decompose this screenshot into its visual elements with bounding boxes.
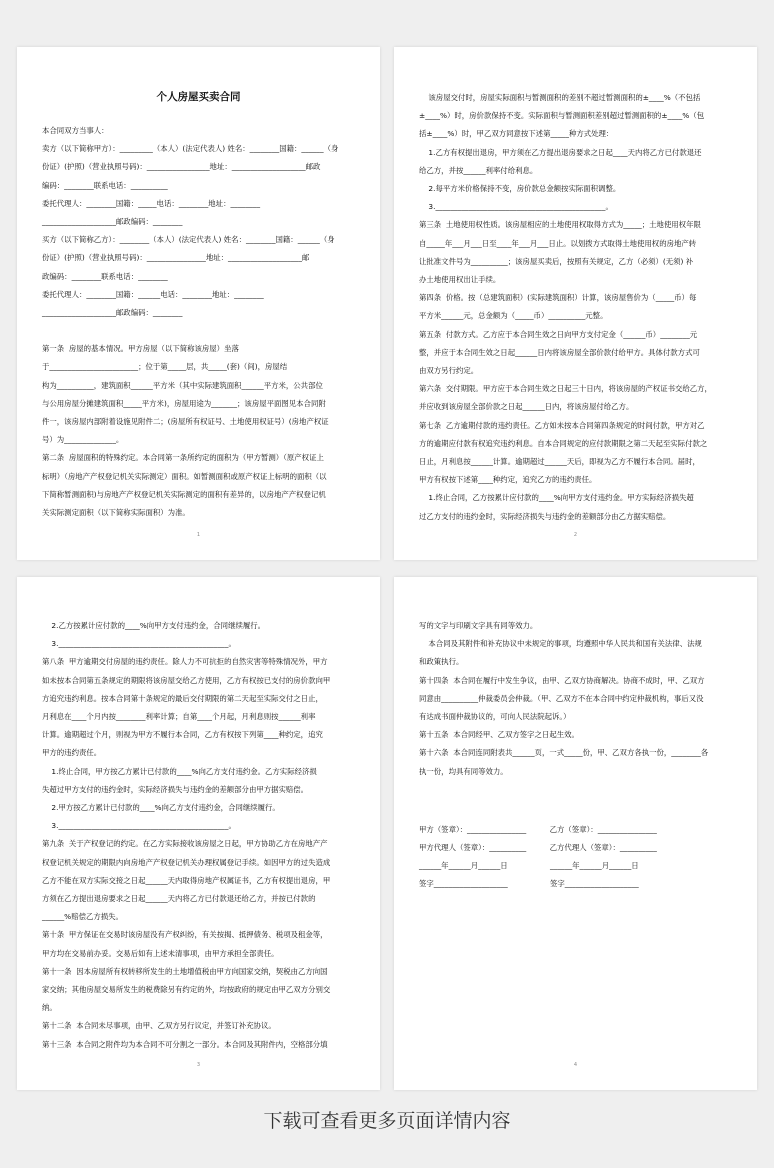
text-line: 份证）(护照)（营业执照号码)：_________________地址：____________________邮政 (42, 162, 321, 172)
text-line: 纳。 (42, 1003, 57, 1013)
text-line: ____________________邮政编码：________ (42, 308, 183, 318)
page-number: 4 (573, 1062, 578, 1068)
text-line: 有达成书面仲裁协议的，可向人民法院起诉。） (419, 712, 571, 722)
signature-line: ______年______月______日 ______年______月______日 (419, 861, 639, 871)
document-page-2 (394, 47, 757, 560)
page-1-body (42, 122, 355, 522)
text-line: 月利息在____个月内按________利率计算；自第____个月起，月利息则按______利率 (42, 712, 316, 722)
text-line: 买方（以下简称乙方）：________（本人）(法定代表人) 姓名：________国籍：______（身 (42, 235, 335, 245)
signature-line: 签字____________________ 签字____________________ (419, 879, 639, 889)
text-line: 括±____%）时，甲乙双方同意按下述第_____种方式处理： (419, 129, 614, 139)
text-line: 权登记机关规定的期限内向房地产产权登记机关办理权属登记手续。如因甲方的过失造成 (42, 857, 331, 867)
text-line: 第三条 土地使用权性质。该房屋相应的土地使用权取得方式为_____；土地使用权年限 (419, 220, 701, 230)
contract-title: 个人房屋买卖合同 (156, 91, 241, 103)
text-line: 和政策执行。 (419, 657, 464, 667)
text-line: 第十六条 本合同连同附表共______页，一式_____份，甲、乙双方各执一份，________各 (419, 748, 709, 758)
text-line: 号）为______________。 (42, 435, 124, 445)
page-number: 1 (196, 532, 201, 538)
text-line: 与公用房屋分摊建筑面积_____平方米)，房屋用途为_______；该房屋平面图见本合同附 (42, 398, 326, 408)
text-line: 过乙方支付的违约金时，实际经济损失与违约金的差额部分由乙方据实赔偿。 (419, 511, 671, 521)
text-line: 家交纳；其他房屋交易所发生的税费除另有约定的外，均按政府的规定由甲乙双方分别交 (42, 985, 331, 995)
text-line: 2.每平方米价格保持不变，房价款总金额按实际面积调整。 (419, 184, 621, 194)
text-line: 2.乙方按累计应付款的____%向甲方支付违约金，合同继续履行。 (42, 621, 266, 630)
text-line: 写的文字与印刷文字具有同等效力。 (419, 621, 538, 630)
text-line: 第四条 价格。按（总建筑面积）(实际建筑面积）计算，该房屋售价为（_____币）每 (419, 293, 697, 303)
text-line: 委托代理人：________国籍：______电话：________地址：________ (42, 289, 264, 299)
text-line: 同意由__________仲裁委员会仲裁。（甲、乙双方不在本合同中约定仲裁机构，事后又没 (419, 693, 704, 703)
text-line: 该房屋交付时，房屋实际面积与暂测面积的差别不超过暂测面积的±____%（不包括 (419, 93, 701, 102)
text-line: 3.______________________________________________。 (42, 639, 236, 649)
text-line: ____________________邮政编码：________ (42, 217, 183, 227)
text-line: 构为__________，建筑面积______平方米（其中实际建筑面积______平方米，公共部位 (42, 380, 323, 390)
text-line: 并应收到该房屋全部价款之日起______日内，将该房屋付给乙方。 (419, 402, 634, 412)
text-line: 份证）(护照)（营业执照号码)：________________地址：____________________邮 (42, 253, 310, 263)
text-line: 第七条 乙方逾期付款的违约责任。乙方如未按本合同第四条规定的时间付款，甲方对乙 (419, 420, 705, 430)
text-line: 第二条 房屋面积的特殊约定。本合同第一条所约定的面积为（甲方暂测）（原产权证上 (42, 453, 324, 463)
spacer (42, 322, 355, 340)
text-line: 1.乙方有权提出退房，甲方须在乙方提出退房要求之日起____天内将乙方已付款退还 (419, 147, 702, 157)
text-line: 给乙方，并按______利率付给利息。 (419, 165, 538, 175)
page-4-body (419, 617, 732, 781)
text-line: 委托代理人：________国籍：_____电话：________地址：________ (42, 198, 261, 208)
page-number: 3 (196, 1062, 201, 1068)
text-line: 让批准文件号为__________；该房屋买卖后，按照有关规定，乙方（必须）(无须) 补 (419, 256, 694, 266)
text-line: 第十三条 本合同之附件均为本合同不可分割之一部分。本合同及其附件内，空格部分填 (42, 1039, 328, 1049)
text-line: 执一份，均具有同等效力。 (419, 766, 508, 776)
text-line: 如未按本合同第五条规定的期限将该房屋交给乙方使用，乙方有权按已支付的房价款向甲 (42, 675, 331, 685)
document-page-1 (17, 47, 380, 560)
text-line: 本合同双方当事人： (42, 126, 109, 135)
text-line: 计算。逾期超过个月，则视为甲方不履行本合同，乙方有权按下列第____种约定，追究 (42, 730, 323, 740)
document-page-3 (17, 577, 380, 1090)
text-line: 第十条 甲方保证在交易时该房屋没有产权纠纷，有关按揭、抵押债务、税项及租金等， (42, 930, 328, 940)
text-line: 第十二条 本合同未尽事项，由甲、乙双方另行议定，并签订补充协议。 (42, 1021, 276, 1031)
text-line: 平方米______元，总金额为（_____币）__________元整。 (419, 311, 608, 321)
text-line: 由双方另行约定。 (419, 366, 479, 376)
text-line: 第十四条 本合同在履行中发生争议，由甲、乙双方协商解决。协商不成时，甲、乙双方 (419, 675, 705, 685)
text-line: 关实际测定面积（以下简称实际面积）为准。 (42, 508, 190, 518)
text-line: 自_____年___月___日至____年___月___日止。以划拨方式取得土地使用权的房地产转 (419, 238, 697, 248)
text-line: 方追究违约利息。按本合同第十条规定的最后交付期限的第二天起至实际交付之日止， (42, 693, 323, 703)
text-line: 甲方的违约责任。 (42, 748, 102, 758)
signature-line: 甲方（签章）：________________ 乙方（签章）：________________ (419, 824, 657, 834)
text-line: 件一，该房屋内部附着设施见附件二；(房屋所有权证号、土地使用权证号）(房地产权证 (42, 417, 329, 427)
text-line: 第十一条 因本房屋所有权转移所发生的土地增值税由甲方向国家交纳，契税由乙方向国 (42, 966, 328, 976)
text-line: 第十五条 本合同经甲、乙双方签字之日起生效。 (419, 730, 579, 740)
text-line: 第五条 付款方式。乙方应于本合同生效之日向甲方支付定金（______币）________元 (419, 329, 698, 339)
text-line: 方的逾期应付款有权追究违约利息。自本合同规定的应付款期限之第二天起至实际付款之 (419, 438, 708, 448)
text-line: 甲方有权按下述第____种约定，追究乙方的违约责任。 (419, 475, 597, 485)
text-line: 第六条 交付期限。甲方应于本合同生效之日起三十日内，将该房屋的产权证书交给乙方， (419, 384, 712, 394)
text-line: 整，并应于本合同生效之日起______日内将该房屋全部价款付给甲方。具体付款方式可 (419, 347, 700, 357)
text-line: 第八条 甲方逾期交付房屋的违约责任。除人力不可抗拒的自然灾害等特殊情况外，甲方 (42, 657, 328, 667)
text-line: 下简称暂测面积)与房地产产权登记机关实际测定的面积有差异的，以房地产产权登记机 (42, 489, 326, 499)
text-line: 本合同及其附件和补充协议中未规定的事项，均遵照中华人民共和国有关法律、法规 (419, 639, 702, 649)
text-line: 编码：________联系电话：__________ (42, 180, 168, 190)
page-2-body (419, 89, 732, 526)
text-line: 3.______________________________________________。 (419, 202, 613, 212)
text-line: 1.终止合同，乙方按累计应付款的____%向甲方支付违约金。甲方实际经济损失超 (419, 493, 694, 503)
document-page-4 (394, 577, 757, 1090)
text-line: 方须在乙方提出退房要求之日起______天内将乙方已付款退还给乙方，并按已付款的 (42, 894, 316, 904)
text-line: 卖方（以下简称甲方）：_________（本人）(法定代表人) 姓名：________国籍：______（身 (42, 144, 339, 154)
text-line: 1.终止合同，甲方按乙方累计已付款的____%向乙方支付违约金。乙方实际经济损 (42, 766, 317, 776)
page-3-body (42, 617, 355, 1054)
download-caption: 下载可查看更多页面详情内容 (263, 1110, 511, 1132)
signature-line: 甲方代理人（签章）：__________ 乙方代理人（签章）：__________ (419, 843, 657, 853)
signature-block (419, 821, 732, 894)
text-line: 失超过甲方支付的违约金时，实际经济损失与违约金的差额部分由甲方据实赔偿。 (42, 784, 309, 794)
text-line: 第九条 关于产权登记的约定。在乙方实际接收该房屋之日起，甲方协助乙方在房地产产 (42, 839, 328, 849)
text-line: 2.甲方按乙方累计已付款的____%向乙方支付违约金，合同继续履行。 (42, 803, 280, 813)
text-line: 政编码：________联系电话：________ (42, 271, 168, 281)
text-line: 标明）（房地产产权登记机关实际测定）面积。如暂测面积或原产权证上标明的面积（以 (42, 471, 327, 481)
text-line: ______%赔偿乙方损失。 (42, 912, 123, 922)
text-line: 乙方不能在双方实际交接之日起______天内取得房地产权属证书，乙方有权提出退房，甲 (42, 875, 331, 885)
text-line: 第一条 房屋的基本情况。甲方房屋（以下简称该房屋）坐落 (42, 344, 239, 354)
text-line: 于________________________；位于第_____层，共_____(套)（间)，房屋结 (42, 362, 288, 372)
text-line: ±____%）时，房价款保持不变。实际面积与暂测面积差别超过暂测面积的±____%（包 (419, 111, 705, 121)
text-line: 日止，月利息按______计算。逾期超过______天后，即视为乙方不履行本合同。届时， (419, 457, 700, 467)
text-line: 甲方均在交易前办妥。交易后如有上述未清事项，由甲方承担全部责任。 (42, 948, 279, 958)
text-line: 3.______________________________________________。 (42, 821, 236, 831)
text-line: 办土地使用权出让手续。 (419, 275, 501, 285)
page-number: 2 (573, 532, 578, 538)
